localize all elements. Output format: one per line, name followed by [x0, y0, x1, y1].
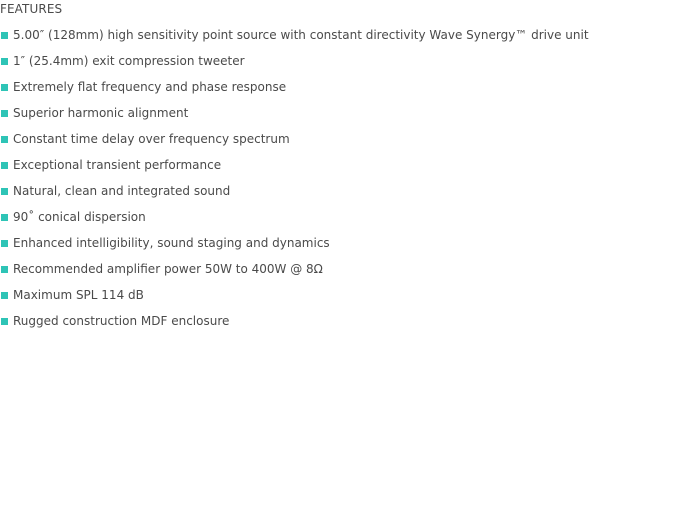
feature-item [0, 288, 690, 314]
feature-text: Maximum SPL 114 dB [13, 288, 144, 302]
square-bullet-icon [1, 240, 8, 247]
square-bullet-icon [1, 266, 8, 273]
square-bullet-icon [1, 188, 8, 195]
feature-text: Exceptional transient performance [13, 158, 222, 172]
feature-text: Recommended amplifier power 50W to 400W @ 8Ω [13, 262, 323, 276]
square-bullet-icon [1, 292, 8, 299]
square-bullet-icon [1, 110, 8, 117]
feature-item [0, 132, 690, 158]
feature-item [0, 314, 690, 340]
feature-text: Superior harmonic alignment [13, 106, 189, 120]
feature-item [0, 184, 690, 210]
square-bullet-icon [1, 318, 8, 325]
square-bullet-icon [1, 32, 8, 39]
feature-text: Constant time delay over frequency spectrum [13, 132, 290, 146]
square-bullet-icon [1, 136, 8, 143]
feature-item [0, 262, 690, 288]
feature-item [0, 158, 690, 184]
feature-text: 5.00″ (128mm) high sensitivity point source with constant directivity Wave Synergy™ drive unit [13, 28, 589, 42]
features-heading: FEATURES [0, 2, 63, 16]
features-list [0, 28, 690, 340]
feature-item [0, 210, 690, 236]
feature-item [0, 28, 690, 54]
square-bullet-icon [1, 58, 8, 65]
feature-item [0, 80, 690, 106]
feature-text: 1″ (25.4mm) exit compression tweeter [13, 54, 245, 68]
feature-item [0, 54, 690, 80]
feature-item [0, 106, 690, 132]
feature-text: Natural, clean and integrated sound [13, 184, 231, 198]
feature-text: 90˚ conical dispersion [13, 210, 146, 224]
square-bullet-icon [1, 214, 8, 221]
square-bullet-icon [1, 162, 8, 169]
square-bullet-icon [1, 84, 8, 91]
feature-text: Enhanced intelligibility, sound staging and dynamics [13, 236, 330, 250]
feature-text: Rugged construction MDF enclosure [13, 314, 230, 328]
feature-text: Extremely flat frequency and phase response [13, 80, 287, 94]
feature-item [0, 236, 690, 262]
